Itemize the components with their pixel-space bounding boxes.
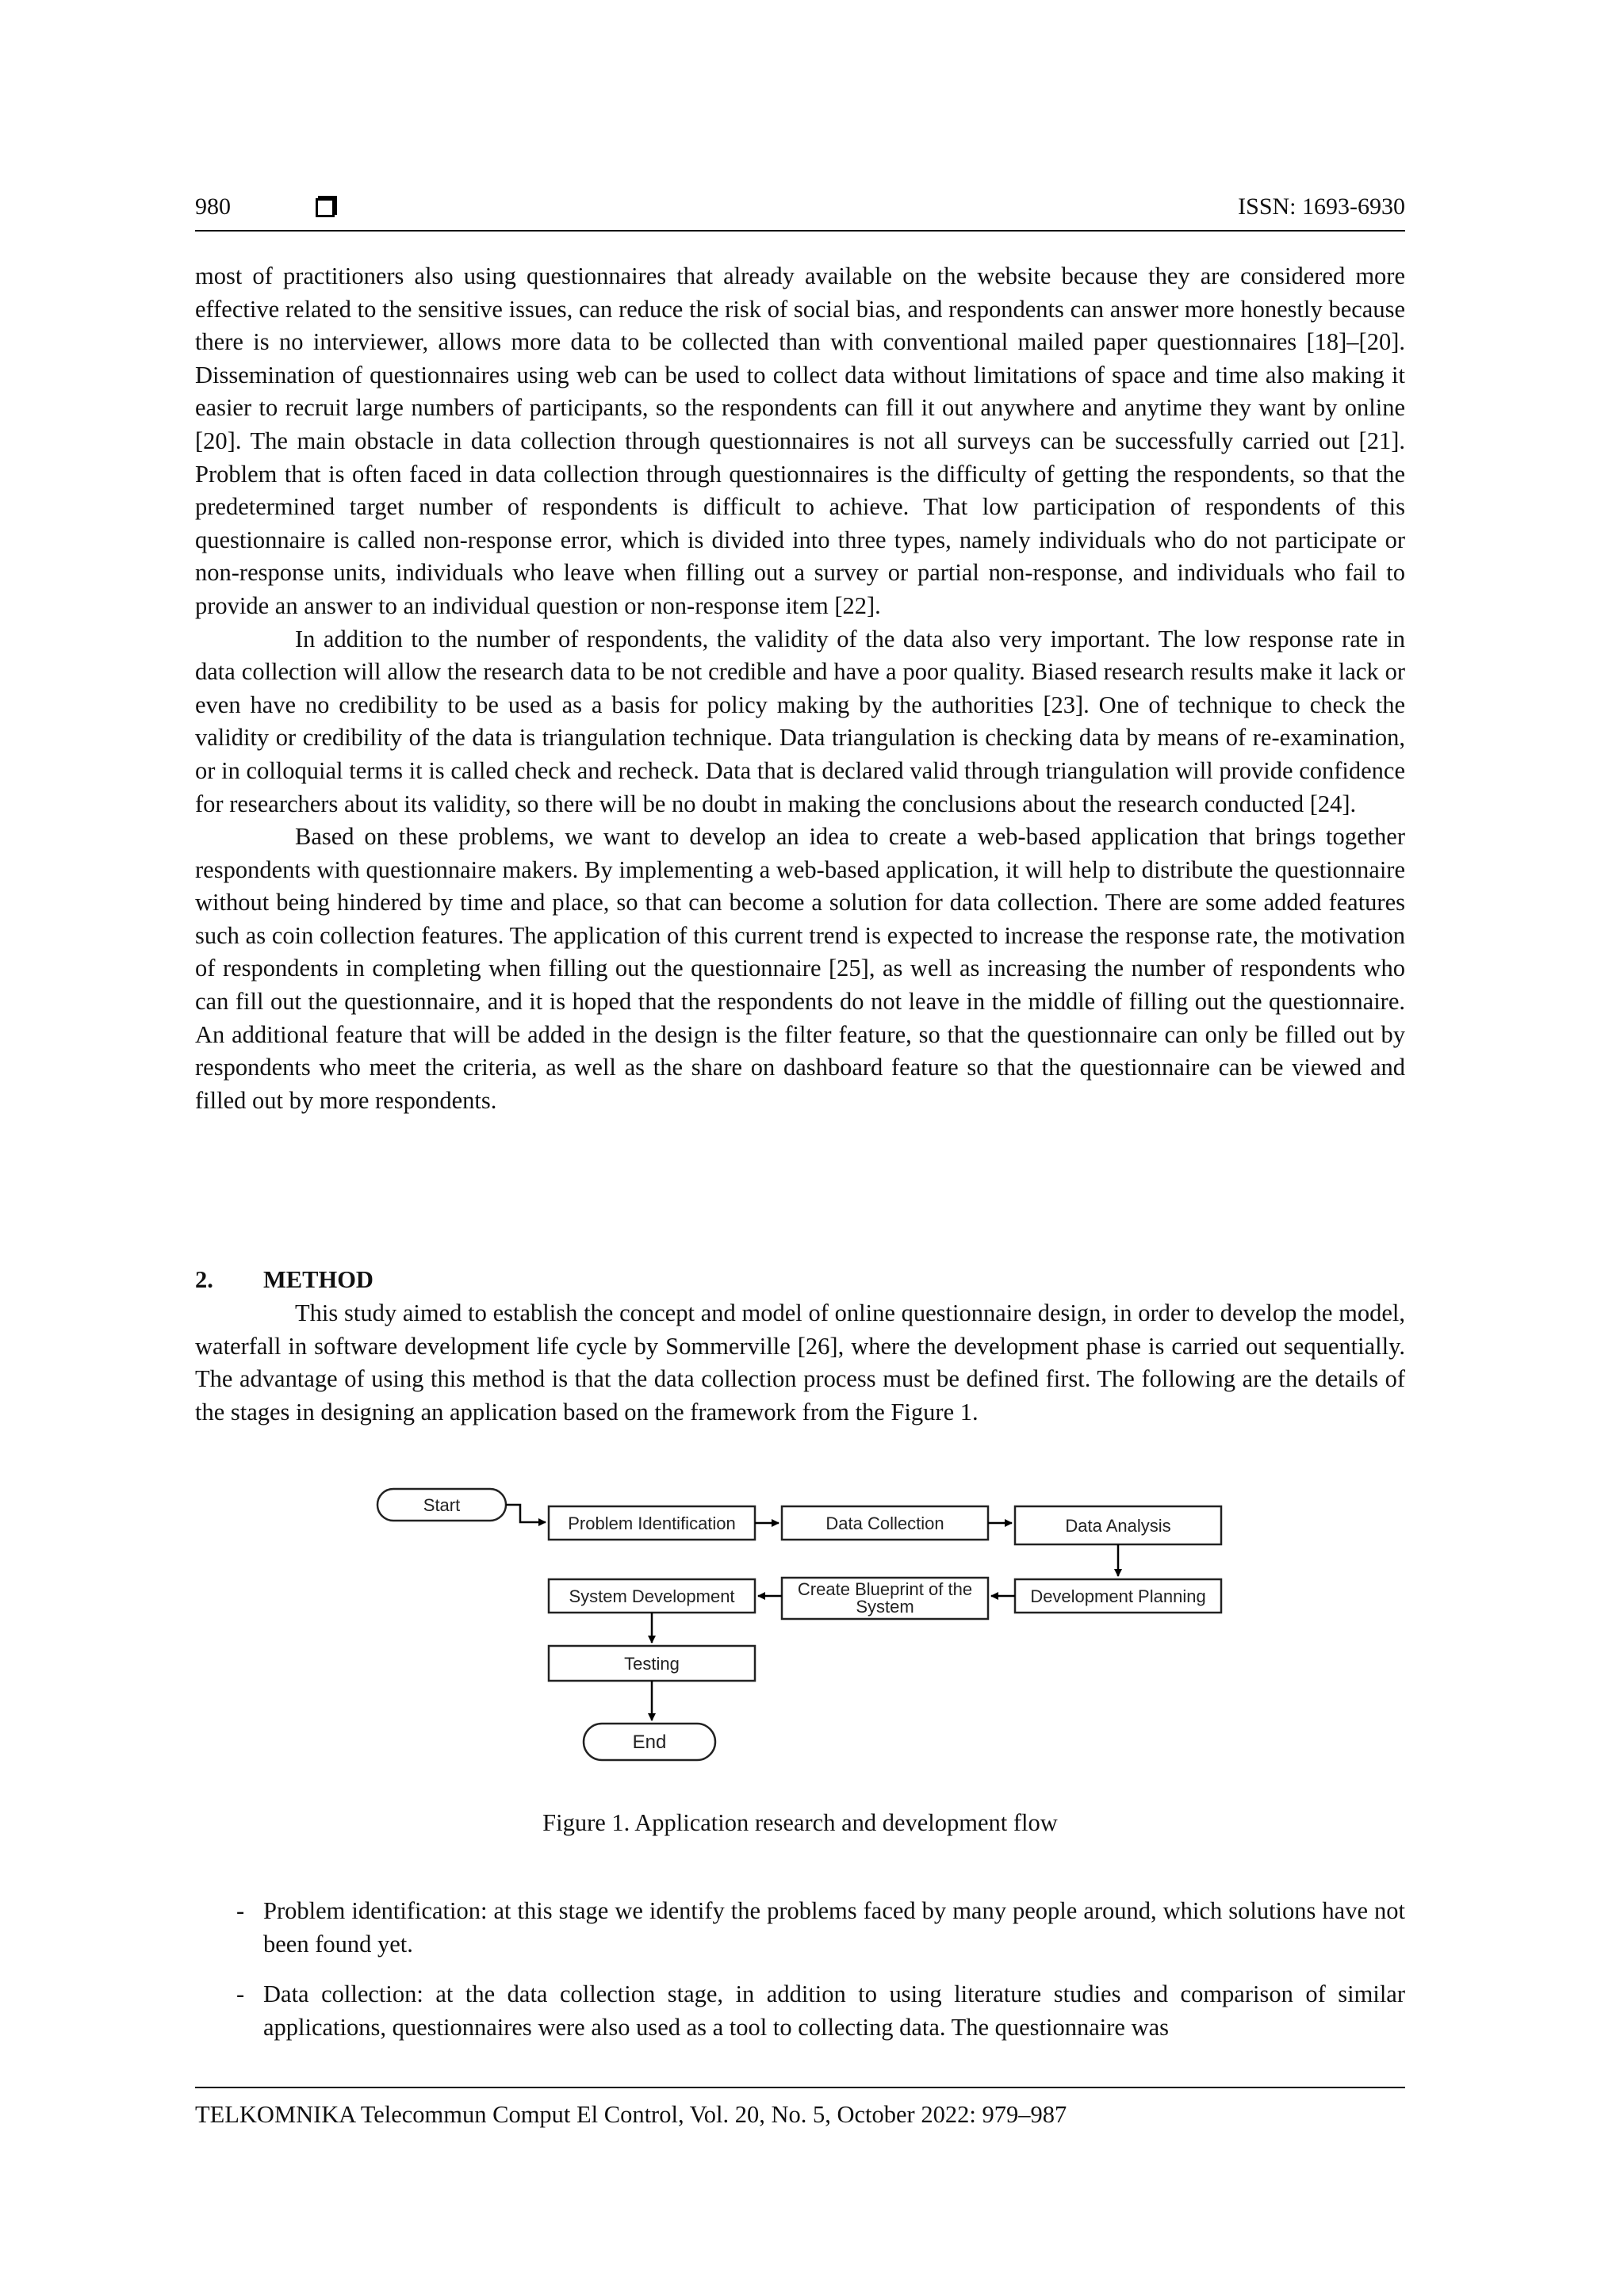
paragraph: most of practitioners also using questionnaires that already available on the website because they are considered more effective related to the sensitive issues, can reduce the risk of social bias, and respondents can answer more honestly because there is no interviewer, allows more data to be collected than with conventional mailed paper questionnaires [18]–[20]. Dissemination of questionnaires using web can be used to collect data without limitations of space and time also making it easier to recruit large numbers of participants, so the respondents can fill it out anywhere and anytime they want by online [20]. The main obstacle in data collection through questionnaires is not all surveys can be successfully carried out [21]. Problem that is often faced in data collection through questionnaires is the difficulty of getting the respondents, so that the predetermined target number of respondents is difficult to achieve. That low participation of respondents of this questionnaire is called non-response error, which is divided into three types, namely individuals who do not participate or non-response units, individuals who leave when filling out a survey or partial non-response, and individuals who fail to provide an answer to an individual question or non-response item [22]. [195,262,1405,619]
blueprint-label-line2: System [856,1597,914,1617]
data-analysis-label: Data Analysis [1065,1516,1171,1536]
problem-identification-label: Problem Identification [568,1513,736,1533]
section-title: METHOD [263,1266,373,1293]
list-item [195,1978,1405,2044]
paragraph: In addition to the number of respondents, the validity of the data also very important. The low response rate in data collection will allow the research data to be not credible and have a poor quality. Biased research results make it lack or even have no credibility to be used as a basis for policy making by the authorities [23]. One of technique to check the validity or credibility of the data is triangulation technique. Data triangulation is checking data by means of re-examination, or in colloquial terms it is called check and recheck. Data that is declared valid through triangulation will provide confidence for researchers about its validity, so there will be no doubt in making the conclusions about the research conducted [24]. [195,625,1405,817]
development-planning-label: Development Planning [1030,1586,1206,1606]
paragraph: This study aimed to establish the concept and model of online questionnaire design, in order to develop the model, waterfall in software development life cycle by Sommerville [26], where the development phase is carried out sequentially. The advantage of using this method is that the data collection process must be defined first. The following are the details of the stages in designing an application based on the framework from the Figure 1. [195,1299,1405,1425]
list-item [195,1895,1405,1961]
blueprint-label-line1: Create Blueprint of the [797,1579,973,1599]
list-item-text: Problem identification: at this stage we identify the problems faced by many people around, which solutions have not been found yet. [263,1897,1405,1957]
flow-diagram-svg [373,1483,1229,1776]
page-number: 980 [195,193,231,220]
bullet-dash: - [236,1980,245,2008]
testing-label: Testing [624,1654,680,1674]
bullet-list [195,1895,1405,2061]
method-text [195,1297,1405,1429]
list-item-text: Data collection: at the data collection stage, in addition to using literature studies and comparison of similar applications, questionnaires were also used as a tool to collecting data. The questionnaire was [263,1980,1405,2041]
start-label: Start [423,1495,461,1515]
data-collection-label: Data Collection [825,1513,944,1533]
flow-diagram [373,1483,1229,1776]
issn: ISSN: 1693-6930 [1238,193,1405,220]
arrow-start-to-problem [506,1505,546,1522]
section-number: 2. [195,1266,213,1293]
page-header [195,190,1405,232]
paragraph: Based on these problems, we want to develop an idea to create a web-based application that brings together respondents with questionnaire makers. By implementing a web-based application, it will help to distribute the questionnaire without being hindered by time and place, so that can become a solution for data collection. There are some added features such as coin collection features. The application of this current trend is expected to increase the response rate, the motivation of respondents in completing when filling out the questionnaire [25], as well as increasing the number of respondents who can fill out the questionnaire, and it is hoped that the respondents do not leave in the middle of filling out the questionnaire. An additional feature that will be added in the design is the filter feature, so that the questionnaire can only be filled out by respondents who meet the criteria, as well as the share on dashboard feature so that the questionnaire can be viewed and filled out by more respondents. [195,823,1405,1114]
intro-text [195,260,1405,1117]
system-development-label: System Development [569,1586,735,1606]
page-footer [195,2087,1405,2129]
end-label: End [632,1732,667,1753]
square-icon [316,198,335,217]
footer-text: TELKOMNIKA Telecommun Comput El Control, Vol. 20, No. 5, October 2022: 979–987 [195,2101,1067,2128]
bullet-dash: - [236,1897,245,1924]
section-heading [195,1264,1405,1297]
figure-caption: Figure 1. Application research and development flow [542,1809,1058,1836]
